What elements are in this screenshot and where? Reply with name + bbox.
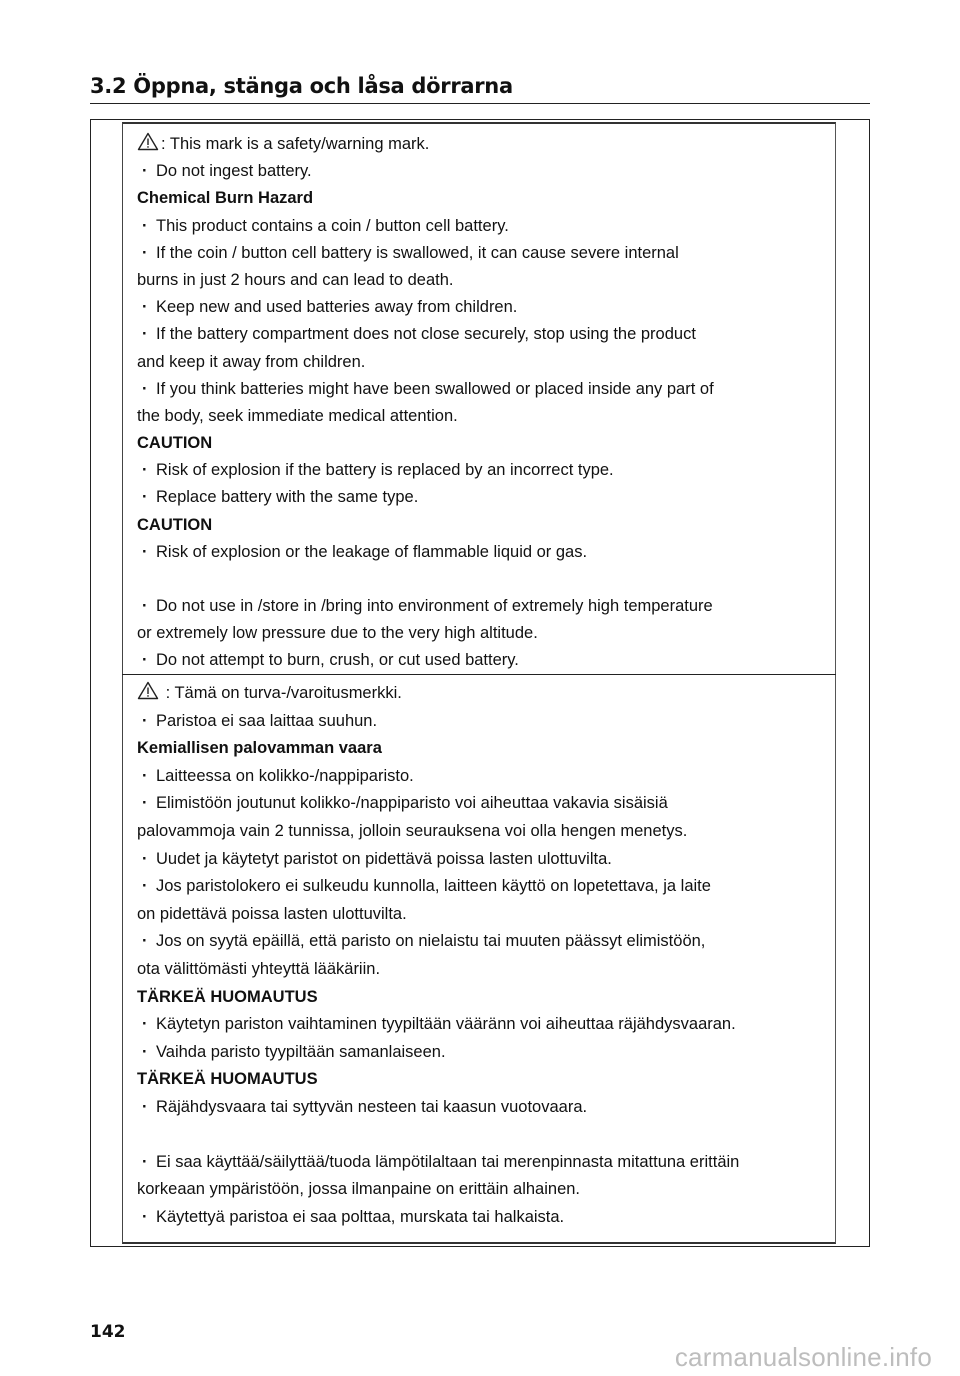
warning-mark-text: : Tämä on turva-/varoitusmerkki. <box>161 684 402 702</box>
line-text: Do not use in /store in /bring into environment of extremely high temperature <box>156 597 713 615</box>
header-rule <box>90 103 870 104</box>
bullet-dot: · <box>142 461 148 480</box>
bullet-continuation <box>137 267 827 294</box>
line-text: If the battery compartment does not close securely, stop using the product <box>156 325 696 344</box>
section-heading <box>137 735 827 763</box>
bullet-continuation <box>137 403 827 430</box>
bullet-dot: · <box>142 216 148 235</box>
line-text: Keep new and used batteries away from children. <box>156 298 518 317</box>
line-text: TÄRKEÄ HUOMAUTUS <box>137 1070 318 1089</box>
line-text: the body, seek immediate medical attention. <box>137 406 458 425</box>
bullet-item <box>137 928 827 956</box>
warning-triangle-icon <box>137 681 159 700</box>
bullet-item <box>137 321 827 348</box>
bullet-dot: · <box>142 651 148 670</box>
bullet-item <box>137 158 827 185</box>
finnish-notice <box>137 680 827 1231</box>
section-heading <box>137 185 827 212</box>
section-heading <box>137 430 827 457</box>
bullet-dot: · <box>142 794 148 813</box>
line-text: Käytettyä paristoa ei saa polttaa, murskata tai halkaista. <box>156 1207 565 1226</box>
bullet-item <box>137 213 827 240</box>
line-text: If you think batteries might have been swallowed or placed inside any part of <box>156 379 714 398</box>
section-title: 3.2 Öppna, stänga och låsa dörrarna <box>90 74 513 98</box>
page-number: 142 <box>90 1322 126 1342</box>
line-text: and keep it away from children. <box>137 352 366 371</box>
line-text: on pidettävä poissa lasten ulottuvilta. <box>137 904 407 923</box>
bullet-continuation <box>137 1176 827 1204</box>
bullet-dot: · <box>142 542 148 561</box>
section-heading <box>137 1066 827 1094</box>
bullet-item <box>137 240 827 267</box>
english-notice-lines <box>137 158 827 674</box>
line-text: CAUTION <box>137 434 213 453</box>
warning-triangle-icon <box>137 132 159 151</box>
bullet-dot: · <box>142 1097 148 1116</box>
line-text: This product contains a coin / button cell battery. <box>156 216 509 235</box>
bullet-item <box>137 846 827 874</box>
bullet-dot: · <box>142 243 148 262</box>
bullet-dot: · <box>142 298 148 317</box>
bullet-dot: · <box>142 932 148 951</box>
bullet-dot: · <box>142 1015 148 1034</box>
bullet-item <box>137 1039 827 1067</box>
bullet-continuation <box>137 901 827 929</box>
english-notice <box>137 131 827 675</box>
line-text: ota välittömästi yhteyttä lääkäriin. <box>137 959 381 978</box>
warning-mark-line <box>137 680 827 708</box>
bullet-dot: · <box>142 1152 148 1171</box>
finnish-notice-lines <box>137 708 827 1232</box>
bullet-item <box>137 708 827 736</box>
bullet-item <box>137 376 827 403</box>
bullet-item <box>137 647 827 674</box>
line-text: Uudet ja käytetyt paristot on pidettävä poissa lasten ulottuvilta. <box>156 849 612 868</box>
bullet-dot: · <box>142 379 148 398</box>
bullet-item <box>137 1094 827 1122</box>
line-text: Käytetyn pariston vaihtaminen tyypiltään vääränn voi aiheuttaa räjähdysvaaran. <box>156 1015 736 1034</box>
watermark: carmanualsonline.info <box>674 1342 932 1372</box>
line-text: Risk of explosion if the battery is replaced by an incorrect type. <box>156 461 614 480</box>
bullet-item <box>137 539 827 566</box>
bullet-item <box>137 763 827 791</box>
line-text: Do not ingest battery. <box>156 162 312 181</box>
bullet-continuation <box>137 349 827 376</box>
bullet-continuation <box>137 818 827 846</box>
bullet-dot: · <box>142 1207 148 1226</box>
warning-mark-text: : This mark is a safety/warning mark. <box>161 135 430 153</box>
line-text: Laitteessa on kolikko-/nappiparisto. <box>156 766 414 785</box>
line-text: burns in just 2 hours and can lead to death. <box>137 270 454 289</box>
spacer <box>137 566 827 593</box>
bullet-item <box>137 484 827 511</box>
line-text: TÄRKEÄ HUOMAUTUS <box>137 987 318 1006</box>
line-text: CAUTION <box>137 515 213 534</box>
section-heading <box>137 984 827 1012</box>
line-text: If the coin / button cell battery is swallowed, it can cause severe internal <box>156 243 679 262</box>
line-text: Jos on syytä epäillä, että paristo on nielaistu tai muuten päässyt elimistöön, <box>156 932 706 951</box>
line-text: palovammoja vain 2 tunnissa, jolloin seurauksena voi olla hengen menetys. <box>137 821 688 840</box>
bullet-continuation <box>137 620 827 647</box>
line-text: Do not attempt to burn, crush, or cut used battery. <box>156 651 519 670</box>
bullet-item <box>137 593 827 620</box>
line-text: or extremely low pressure due to the very high altitude. <box>137 624 538 643</box>
bullet-item <box>137 790 827 818</box>
section-heading <box>137 512 827 539</box>
line-text: Replace battery with the same type. <box>156 488 419 507</box>
line-text: Räjähdysvaara tai syttyvän nesteen tai kaasun vuotovaara. <box>156 1097 588 1116</box>
spacer <box>137 1122 827 1149</box>
bullet-dot: · <box>142 325 148 344</box>
bullet-dot: · <box>142 488 148 507</box>
bullet-item <box>137 1149 827 1177</box>
line-text: Risk of explosion or the leakage of flammable liquid or gas. <box>156 542 588 561</box>
bullet-dot: · <box>142 766 148 785</box>
bullet-item <box>137 1011 827 1039</box>
warning-mark-line <box>137 131 827 158</box>
bullet-item <box>137 294 827 321</box>
bullet-dot: · <box>142 849 148 868</box>
bullet-item <box>137 873 827 901</box>
bullet-dot: · <box>142 711 148 730</box>
bullet-dot: · <box>142 1042 148 1061</box>
line-text: Jos paristolokero ei sulkeudu kunnolla, laitteen käyttö on lopetettava, ja laite <box>156 877 711 896</box>
bullet-item <box>137 457 827 484</box>
bullet-dot: · <box>142 597 148 615</box>
line-text: Kemiallisen palovamman vaara <box>137 739 382 758</box>
bullet-dot: · <box>142 877 148 896</box>
bullet-continuation <box>137 956 827 984</box>
line-text: Ei saa käyttää/säilyttää/tuoda lämpötilaltaan tai merenpinnasta mitattuna erittäin <box>156 1152 740 1171</box>
line-text: korkeaan ympäristöön, jossa ilmanpaine on erittäin alhainen. <box>137 1180 581 1199</box>
line-text: Elimistöön joutunut kolikko-/nappiparisto voi aiheuttaa vakavia sisäisiä <box>156 794 668 813</box>
line-text: Paristoa ei saa laittaa suuhun. <box>156 711 378 730</box>
line-text: Chemical Burn Hazard <box>137 189 314 208</box>
bullet-dot: · <box>142 162 148 181</box>
bullet-item <box>137 1204 827 1232</box>
line-text: Vaihda paristo tyypiltään samanlaiseen. <box>156 1042 446 1061</box>
